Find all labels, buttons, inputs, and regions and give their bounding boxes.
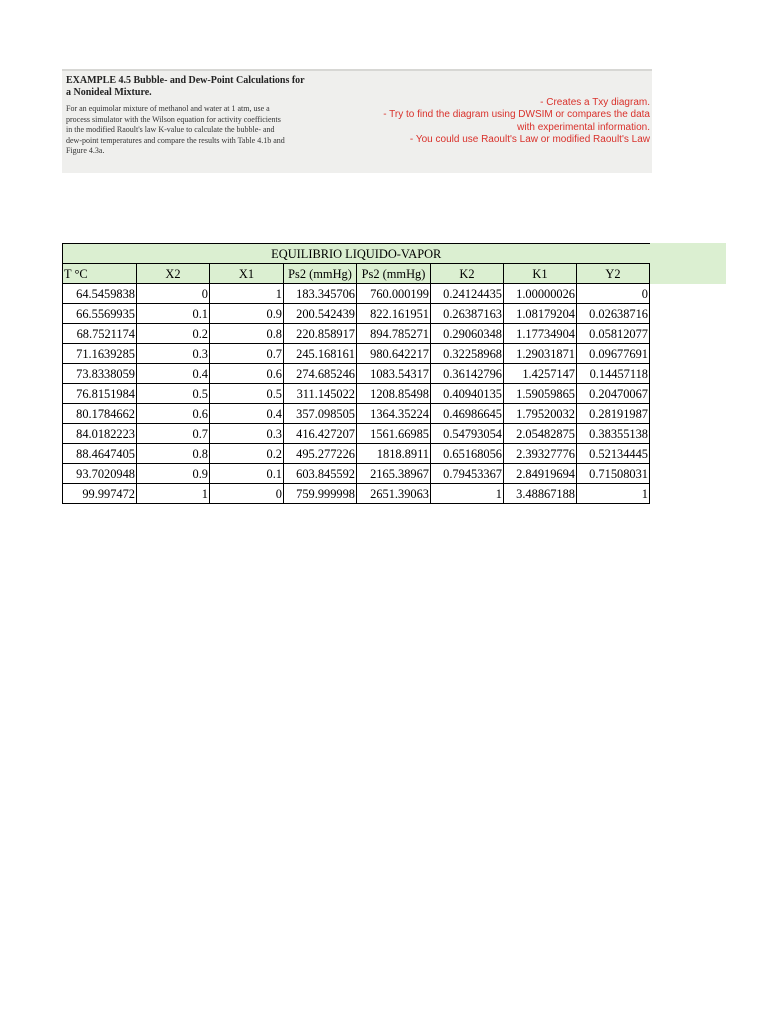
table-cell: 1 — [431, 484, 504, 504]
example-title: EXAMPLE 4.5 Bubble- and Dew-Point Calculations for a Nonideal Mixture. — [66, 75, 305, 98]
table-cell: 84.0182223 — [63, 424, 137, 444]
table-cell: 0.40940135 — [431, 384, 504, 404]
table-cell: 980.642217 — [357, 344, 431, 364]
table-row — [63, 304, 650, 324]
table-cell: 0.32258968 — [431, 344, 504, 364]
table-cell: 2.39327776 — [504, 444, 577, 464]
table-row — [63, 344, 650, 364]
table-cell: 0.09677691 — [577, 344, 650, 364]
table-cell: 0.1 — [210, 464, 284, 484]
col-header-x2: X2 — [137, 264, 210, 284]
instruction-notes — [354, 97, 650, 147]
table-cell: 64.5459838 — [63, 284, 137, 304]
table-cell: 0.4 — [210, 404, 284, 424]
example-image — [62, 69, 652, 173]
table-cell: 0 — [577, 284, 650, 304]
col-header-x1: X1 — [210, 264, 284, 284]
table-cell: 603.845592 — [284, 464, 357, 484]
table-row — [63, 424, 650, 444]
table-cell: 311.145022 — [284, 384, 357, 404]
table-cell: 0.5 — [210, 384, 284, 404]
table-cell: 1.59059865 — [504, 384, 577, 404]
table-cell: 1818.8911 — [357, 444, 431, 464]
divider — [62, 69, 652, 71]
table-title: EQUILIBRIO LIQUIDO-VAPOR — [63, 244, 650, 264]
table-cell: 0.3 — [137, 344, 210, 364]
table-cell: 0.26387163 — [431, 304, 504, 324]
col-header-ps2-a: Ps2 (mmHg) — [284, 264, 357, 284]
note-line: - You could use Raoult's Law or modified Raoult's Law — [409, 134, 650, 146]
table-cell: 0 — [137, 284, 210, 304]
table-cell: 71.1639285 — [63, 344, 137, 364]
table-row — [63, 284, 650, 304]
col-header-k1: K1 — [504, 264, 577, 284]
table-cell: 0.52134445 — [577, 444, 650, 464]
table-cell: 0.38355138 — [577, 424, 650, 444]
table-cell: 220.858917 — [284, 324, 357, 344]
table-row — [63, 384, 650, 404]
table-row — [63, 464, 650, 484]
table-cell: 1.4257147 — [504, 364, 577, 384]
table-cell: 0.4 — [137, 364, 210, 384]
table-cell: 0.36142796 — [431, 364, 504, 384]
table-cell: 1.29031871 — [504, 344, 577, 364]
table-cell: 0.7 — [210, 344, 284, 364]
example-body: For an equimolar mixture of methanol and water at 1 atm, use a process simulator with the Wilson equation for activity coefficients in the modified Raoult's law K-value to calculate the bubble- and dew-point temperatures and compare the results with Table 4.1b and Figure 4.3a. — [66, 104, 285, 156]
table-cell: 2.84919694 — [504, 464, 577, 484]
table-cell: 0.1 — [137, 304, 210, 324]
table-cell: 760.000199 — [357, 284, 431, 304]
table-cell: 0.46986645 — [431, 404, 504, 424]
table-cell: 0.9 — [137, 464, 210, 484]
table-cell: 183.345706 — [284, 284, 357, 304]
table-cell: 93.7020948 — [63, 464, 137, 484]
table-cell: 495.277226 — [284, 444, 357, 464]
table-cell: 0.28191987 — [577, 404, 650, 424]
table-cell: 0.05812077 — [577, 324, 650, 344]
table-cell: 0.29060348 — [431, 324, 504, 344]
table-cell: 0 — [210, 484, 284, 504]
table-row — [63, 444, 650, 464]
table-cell: 0.02638716 — [577, 304, 650, 324]
table-row — [63, 324, 650, 344]
table-cell: 894.785271 — [357, 324, 431, 344]
table-row — [63, 404, 650, 424]
table-cell: 80.1784662 — [63, 404, 137, 424]
table-cell: 0.54793054 — [431, 424, 504, 444]
table-cell: 1.79520032 — [504, 404, 577, 424]
table-cell: 1.17734904 — [504, 324, 577, 344]
table-cell: 1 — [577, 484, 650, 504]
table-cell: 73.8338059 — [63, 364, 137, 384]
table-cell: 2651.39063 — [357, 484, 431, 504]
table-cell: 245.168161 — [284, 344, 357, 364]
table-cell: 759.999998 — [284, 484, 357, 504]
table-cell: 0.2 — [137, 324, 210, 344]
note-line: - Try to find the diagram using DWSIM or compares the data — [383, 109, 650, 121]
table-cell: 1 — [137, 484, 210, 504]
table-cell: 0.6 — [137, 404, 210, 424]
table-cell: 357.098505 — [284, 404, 357, 424]
table-cell: 0.20470067 — [577, 384, 650, 404]
table-cell: 1364.35224 — [357, 404, 431, 424]
table-cell: 274.685246 — [284, 364, 357, 384]
table-cell: 2.05482875 — [504, 424, 577, 444]
table-cell: 2165.38967 — [357, 464, 431, 484]
header-row — [63, 264, 650, 284]
table-row — [63, 364, 650, 384]
col-header-y2: Y2 — [577, 264, 650, 284]
table-cell: 0.9 — [210, 304, 284, 324]
table-cell: 0.8 — [137, 444, 210, 464]
table-cell: 1 — [210, 284, 284, 304]
table-cell: 0.6 — [210, 364, 284, 384]
table-cell: 0.65168056 — [431, 444, 504, 464]
table-cell: 99.997472 — [63, 484, 137, 504]
table-cell: 0.5 — [137, 384, 210, 404]
table-cell: 1561.66985 — [357, 424, 431, 444]
table-cell: 822.161951 — [357, 304, 431, 324]
note-line: - Creates a Txy diagram. — [540, 97, 650, 108]
note-line: with experimental information. — [517, 121, 650, 133]
table-cell: 76.8151984 — [63, 384, 137, 404]
col-header-ps2-b: Ps2 (mmHg) — [357, 264, 431, 284]
table-cell: 66.5569935 — [63, 304, 137, 324]
table-cell: 1208.85498 — [357, 384, 431, 404]
table-cell: 0.8 — [210, 324, 284, 344]
table-cell: 0.79453367 — [431, 464, 504, 484]
table-cell: 200.542439 — [284, 304, 357, 324]
table-cell: 0.71508031 — [577, 464, 650, 484]
col-header-t: T °C — [63, 264, 137, 284]
table-cell: 1.08179204 — [504, 304, 577, 324]
table-cell: 1.00000026 — [504, 284, 577, 304]
table-cell: 416.427207 — [284, 424, 357, 444]
table-cell: 0.2 — [210, 444, 284, 464]
table-cell: 0.7 — [137, 424, 210, 444]
table-cell: 0.3 — [210, 424, 284, 444]
table-row — [63, 484, 650, 504]
col-header-k2: K2 — [431, 264, 504, 284]
table-cell: 0.14457118 — [577, 364, 650, 384]
equilibrium-table — [62, 243, 650, 504]
table-cell: 3.48867188 — [504, 484, 577, 504]
table-cell: 88.4647405 — [63, 444, 137, 464]
table-cell: 68.7521174 — [63, 324, 137, 344]
table-cell: 1083.54317 — [357, 364, 431, 384]
table-cell: 0.24124435 — [431, 284, 504, 304]
example-text — [66, 75, 328, 157]
